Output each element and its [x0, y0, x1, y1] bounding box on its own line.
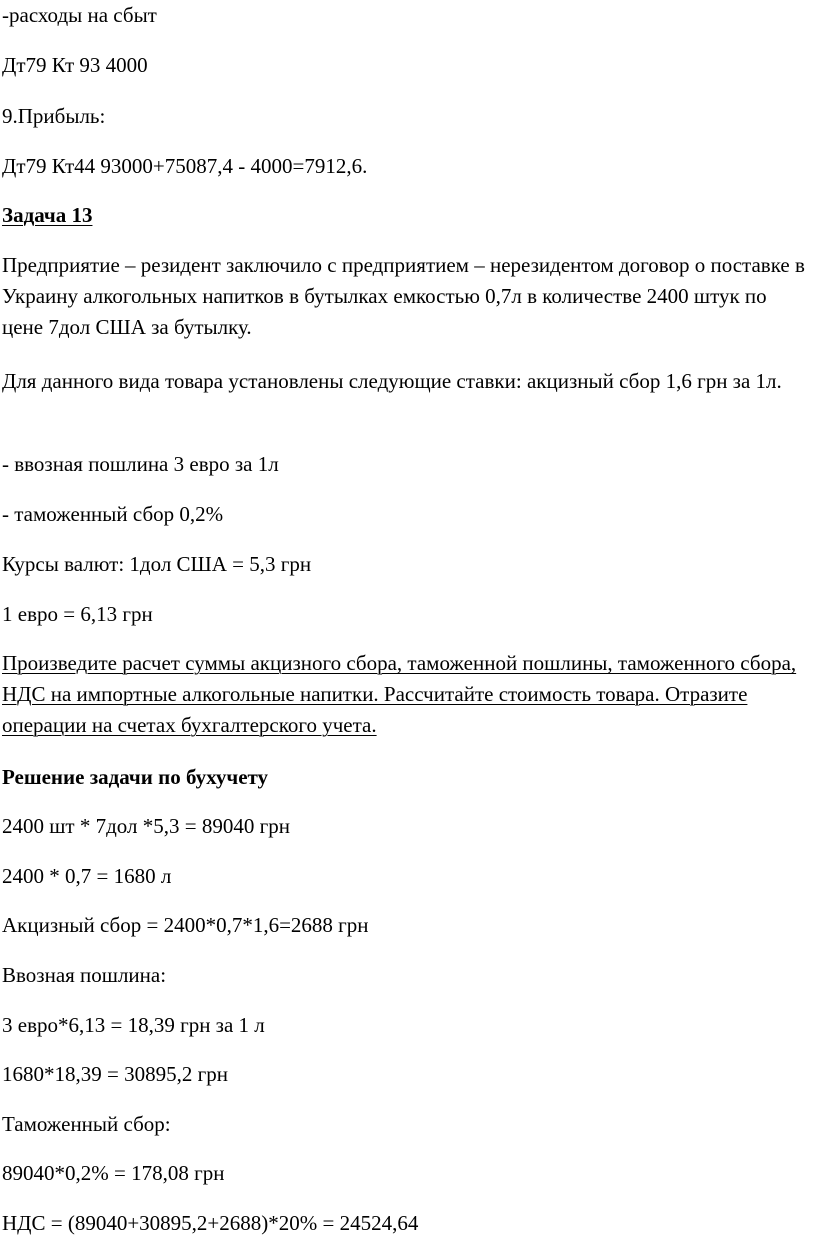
- calc-volume: 2400 * 0,7 = 1680 л: [2, 864, 172, 888]
- task-title: Задача 13: [2, 203, 93, 227]
- task-condition-2: Для данного вида товара установлены следующие ставки: акцизный сбор 1,6 грн за 1л.: [2, 369, 782, 393]
- calc-cost: 2400 шт * 7дол *5,3 = 89040 грн: [2, 814, 290, 838]
- calc-duty-total: 1680*18,39 = 30895,2 грн: [2, 1062, 228, 1086]
- rate-eur: 1 евро = 6,13 грн: [2, 602, 153, 626]
- line-entry-dt79-kt93: Дт79 Кт 93 4000: [2, 53, 148, 77]
- line-profit-heading: 9.Прибыль:: [2, 104, 106, 128]
- rate-usd: Курсы валют: 1дол США = 5,3 грн: [2, 552, 312, 576]
- calc-duty-rate: 3 евро*6,13 = 18,39 грн за 1 л: [2, 1013, 265, 1037]
- line-expenses: -расходы на сбыт: [2, 3, 157, 27]
- task-condition-1: Предприятие – резидент заключило с предприятием – нерезидентом договор о поставке в Украину алкогольных напитков в бутылках емкостью 0,7л в количестве 2400 штук по цене 7дол США за бутылку.: [2, 253, 805, 339]
- solution-title: Решение задачи по бухучету: [2, 765, 269, 789]
- calc-vat: НДС = (89040+30895,2+2688)*20% = 24524,64: [2, 1211, 419, 1235]
- rate-import-duty: - ввозная пошлина 3 евро за 1л: [2, 452, 279, 476]
- task-assignment: Произведите расчет суммы акцизного сбора, таможенной пошлины, таможенного сбора, НДС на импортные алкогольные напитки. Рассчитайте стоимость товара. Отразите операции на счетах бухгалтерского учета.: [2, 651, 797, 737]
- calc-customs-total: 89040*0,2% = 178,08 грн: [2, 1161, 225, 1185]
- calc-customs-heading: Таможенный сбор:: [2, 1112, 171, 1136]
- line-entry-dt79-kt44: Дт79 Кт44 93000+75087,4 - 4000=7912,6.: [2, 154, 368, 178]
- rate-customs-fee: - таможенный сбор 0,2%: [2, 502, 224, 526]
- calc-duty-heading: Ввозная пошлина:: [2, 963, 167, 987]
- calc-excise: Акцизный сбор = 2400*0,7*1,6=2688 грн: [2, 913, 369, 937]
